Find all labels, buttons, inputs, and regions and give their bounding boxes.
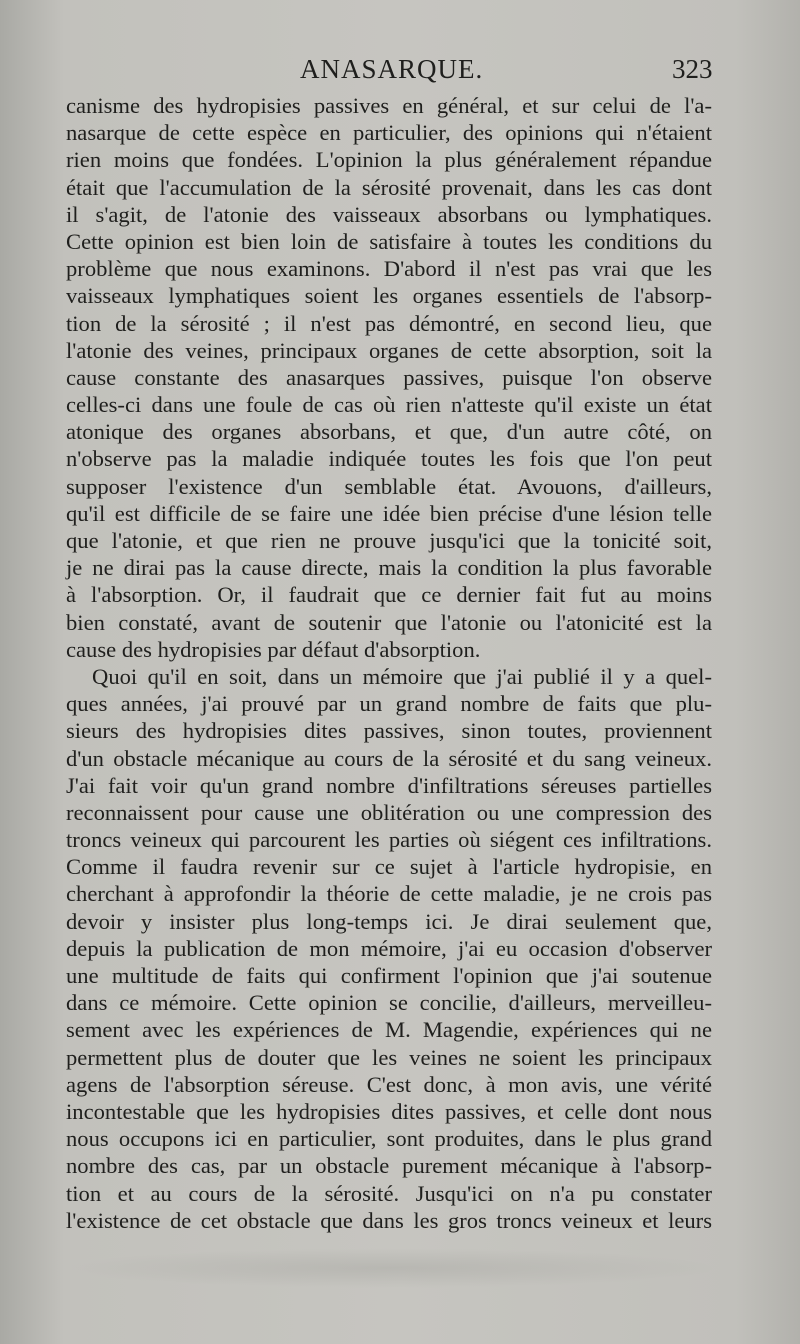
text-line: celles-ci dans une foule de cas où rien n'atteste qu'il existe un état — [66, 392, 712, 418]
page-header — [0, 52, 800, 92]
text-line: bien constaté, avant de soutenir que l'atonie ou l'atonicité est la — [66, 609, 712, 635]
text-line: troncs veineux qui parcourent les parties où siégent ces infiltrations. — [66, 827, 712, 853]
text-line: nasarque de cette espèce en particulier, des opinions qui n'étaient — [66, 120, 712, 146]
text-line: ques années, j'ai prouvé par un grand nombre de faits que plu- — [66, 691, 712, 717]
text-line: tion de la sérosité ; il n'est pas démontré, en second lieu, que — [66, 310, 712, 336]
text-line: l'atonie des veines, principaux organes de cette absorption, soit la — [66, 337, 712, 363]
text-line: je ne dirai pas la cause directe, mais la condition la plus favorable — [66, 555, 712, 581]
text-line: reconnaissent pour cause une oblitération ou une compression des — [66, 799, 712, 825]
text-line: l'existence de cet obstacle que dans les gros troncs veineux et leurs — [66, 1207, 712, 1233]
text-line: depuis la publication de mon mémoire, j'ai eu occasion d'observer — [66, 935, 712, 961]
text-line: nous occupons ici en particulier, sont produites, dans le plus grand — [66, 1126, 712, 1152]
paragraph-end-line: cause des hydropisies par défaut d'absorption. — [66, 636, 481, 662]
text-line: tion et au cours de la sérosité. Jusqu'ici on n'a pu constater — [66, 1180, 712, 1206]
text-line: cherchant à approfondir la théorie de cette maladie, je ne crois pas — [66, 881, 712, 907]
text-line: une multitude de faits qui confirment l'opinion que j'ai soutenue — [66, 963, 712, 988]
text-line: rien moins que fondées. L'opinion la plus généralement répandue — [66, 147, 712, 173]
text-line: n'observe pas la maladie indiquée toutes les fois que l'on peut — [66, 446, 712, 472]
text-line: permettent plus de douter que les veines ne soient les principaux — [66, 1044, 712, 1070]
text-line: atonique des organes absorbans, et que, d'un autre côté, on — [66, 419, 712, 445]
text-line: J'ai fait voir qu'un grand nombre d'infiltrations séreuses partielles — [66, 772, 712, 798]
text-line: supposer l'existence d'un semblable état. Avouons, d'ailleurs, — [66, 473, 712, 499]
text-line: devoir y insister plus long-temps ici. Je dirai seulement que, — [66, 908, 712, 934]
paragraph-start-line: Quoi qu'il en soit, dans un mémoire que j'ai publié il y a quel- — [92, 663, 712, 689]
text-line: agens de l'absorption séreuse. C'est donc, à mon avis, une vérité — [66, 1071, 712, 1097]
text-line: canisme des hydropisies passives en général, et sur celui de l'a- — [66, 93, 712, 118]
bleed-through-smudge — [60, 1248, 720, 1288]
text-line: Comme il faudra revenir sur ce sujet à l'article hydropisie, en — [66, 854, 712, 880]
text-line: dans ce mémoire. Cette opinion se concilie, d'ailleurs, merveilleu- — [66, 990, 712, 1016]
text-line: vaisseaux lymphatiques soient les organes essentiels de l'absorp- — [66, 283, 712, 309]
text-line: était que l'accumulation de la sérosité provenait, dans les cas dont — [66, 174, 712, 200]
text-line: incontestable que les hydropisies dites passives, et celle dont nous — [66, 1098, 712, 1124]
text-line: problème que nous examinons. D'abord il n'est pas vrai que les — [66, 256, 712, 282]
text-line: cause constante des anasarques passives, puisque l'on observe — [66, 364, 712, 390]
body-text — [66, 92, 712, 1234]
text-line: que l'atonie, et que rien ne prouve jusqu'ici que la tonicité soit, — [66, 528, 712, 553]
text-line: sement avec les expériences de M. Magendie, expériences qui ne — [66, 1017, 712, 1043]
text-line: d'un obstacle mécanique au cours de la sérosité et du sang veineux. — [66, 745, 712, 771]
text-line: Cette opinion est bien loin de satisfaire à toutes les conditions du — [66, 228, 712, 254]
text-line: qu'il est difficile de se faire une idée bien précise d'une lésion telle — [66, 500, 712, 526]
text-line: il s'agit, de l'atonie des vaisseaux absorbans ou lymphatiques. — [66, 201, 712, 227]
text-line: sieurs des hydropisies dites passives, sinon toutes, proviennent — [66, 718, 712, 744]
page-number: 323 — [672, 54, 713, 84]
text-line: à l'absorption. Or, il faudrait que ce dernier fait fut au moins — [66, 582, 712, 608]
text-line: nombre des cas, par un obstacle purement mécanique à l'absorp- — [66, 1153, 712, 1179]
running-title: ANASARQUE. — [300, 54, 484, 84]
